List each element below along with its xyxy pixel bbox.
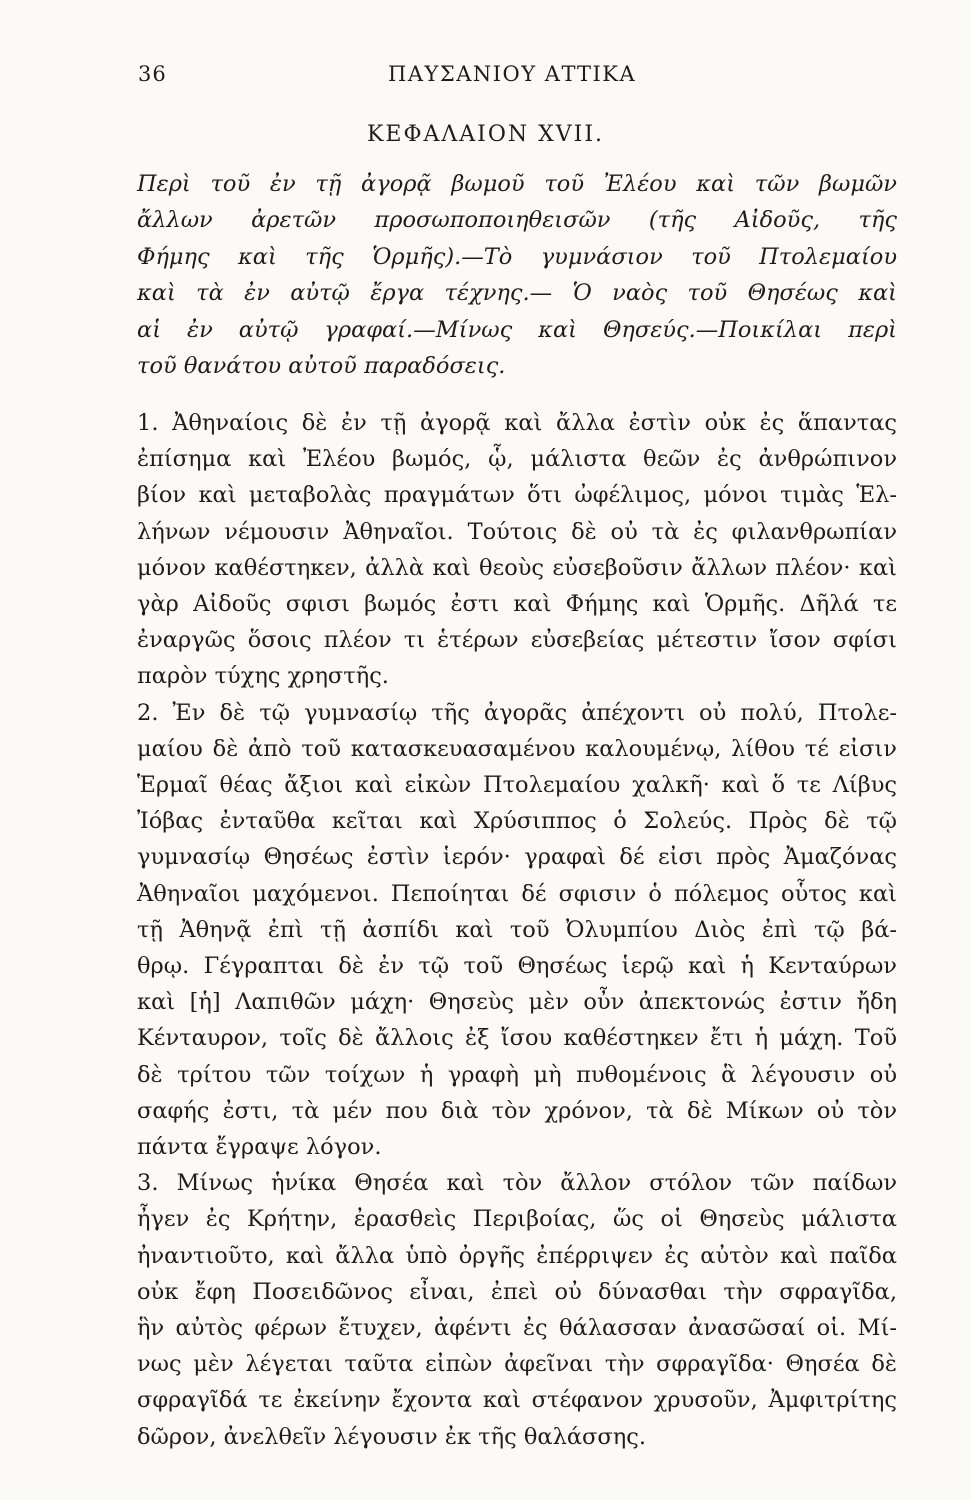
text-line: Κένταυρον, τοῖς δὲ ἄλλοις ἐξ ἴσου καθέστηκεν ἔτι ἡ μάχη. Τοῦ [137,1025,897,1052]
summary-line: αἱ ἐν αὐτῷ γραφαί.—Μίνως καὶ Θησεύς.—Ποικίλαι περὶ [137,316,897,343]
text-line: παρὸν τύχης χρηστῆς. [137,663,389,690]
running-head: ΠΑΥΣΑΝΙΟΥ ΑΤΤΙΚΑ [388,62,637,86]
text-line: Ἀθηναῖοι μαχόμενοι. Πεποίηται δέ σφισιν ὁ πόλεμος οὗτος καὶ [137,880,897,907]
summary-line: τοῦ θανάτου αὐτοῦ παραδόσεις. [137,353,506,380]
chapter-summary [137,166,897,384]
text-line: σαφής ἐστι, τὰ μέν που διὰ τὸν χρόνον, τὰ δὲ Μίκων οὐ τὸν [137,1097,897,1124]
chapter-title: ΚΕΦΑΛΑΙΟΝ XVII. [366,122,605,147]
text-line: νως μὲν λέγεται ταῦτα εἰπὼν ἀφεῖναι τὴν σφραγῖδα· Θησέα δὲ [137,1351,897,1378]
text-line: τῇ Ἀθηνᾷ ἐπὶ τῇ ἀσπίδι καὶ τοῦ Ὀλυμπίου Διὸς ἐπὶ τῷ βά- [137,916,897,943]
summary-line: ἄλλων ἀρετῶν προσωποποιηθεισῶν (τῆς Αἰδοῦς, τῆς [137,207,897,234]
page-number: 36 [138,62,167,86]
text-line: μόνον καθέστηκεν, ἀλλὰ καὶ θεοὺς εὐσεβοῦσιν ἄλλων πλέον· καὶ [137,554,897,581]
summary-line: καὶ τὰ ἐν αὐτῷ ἔργα τέχνης.— Ὁ ναὸς τοῦ Θησέως καὶ [137,280,897,307]
text-line: δῶρον, ἀνελθεῖν λέγουσιν ἐκ τῆς θαλάσσης. [137,1423,647,1450]
text-line: ἣν αὐτὸς φέρων ἔτυχεν, ἀφέντι ἐς θάλασσαν ἀνασῶσαί οἱ. Μί- [137,1315,897,1342]
text-line: Ἰόβας ἐνταῦθα κεῖται καὶ Χρύσιππος ὁ Σολεύς. Πρὸς δὲ τῷ [137,808,897,835]
text-line: γὰρ Αἰδοῦς σφισι βωμός ἐστι καὶ Φήμης καὶ Ὁρμῆς. Δῆλά τε [137,591,897,618]
summary-line: Περὶ τοῦ ἐν τῇ ἀγορᾷ βωμοῦ τοῦ Ἐλέου καὶ τῶν βωμῶν [137,171,897,197]
text-line: Ἑρμαῖ θέας ἄξιοι καὶ εἰκὼν Πτολεμαίου χαλκῆ· καὶ ὅ τε Λίβυς [137,772,897,799]
text-line: ἐναργῶς ὅσοις πλέον τι ἑτέρων εὐσεβείας μέτεστιν ἴσον σφίσι [137,627,897,654]
text-line: 3. Μίνως ἡνίκα Θησέα καὶ τὸν ἄλλον στόλον τῶν παίδων [137,1170,897,1197]
text-line: ἦγεν ἐς Κρήτην, ἐρασθεὶς Περιβοίας, ὥς οἱ Θησεὺς μάλιστα [137,1206,897,1233]
text-line: βίον καὶ μεταβολὰς πραγμάτων ὅτι ὠφέλιμος, μόνοι τιμὰς Ἑλ- [137,482,897,509]
text-line: 2. Ἐν δὲ τῷ γυμνασίῳ τῆς ἀγορᾶς ἀπέχοντι οὐ πολύ, Πτολε- [137,699,897,726]
text-line: οὐκ ἔφη Ποσειδῶνος εἶναι, ἐπεὶ οὐ δύνασθαι τὴν σφραγῖδα, [137,1278,897,1305]
text-line: δὲ τρίτου τῶν τοίχων ἡ γραφὴ μὴ πυθομένοις ἃ λέγουσιν οὐ [137,1061,897,1088]
text-line: θρῳ. Γέγραπται δὲ ἐν τῷ τοῦ Θησέως ἱερῷ καὶ ἡ Κενταύρων [137,953,897,980]
body-text [137,405,897,1455]
text-line: ἠναντιοῦτο, καὶ ἄλλα ὑπὸ ὀργῆς ἐπέρριψεν ἐς αὐτὸν καὶ παῖδα [137,1242,897,1269]
text-line: 1. Ἀθηναίοις δὲ ἐν τῇ ἀγορᾷ καὶ ἄλλα ἐστὶν οὐκ ἐς ἅπαντας [137,410,897,436]
text-line: σφραγῖδά τε ἐκείνην ἔχοντα καὶ στέφανον χρυσοῦν, Ἀμφιτρίτης [137,1387,897,1414]
text-line: πάντα ἔγραψε λόγον. [137,1134,382,1161]
text-line: λήνων νέμουσιν Ἀθηναῖοι. Τούτοις δὲ οὐ τὰ ἐς φιλανθρωπίαν [137,518,897,545]
summary-line: Φήμης καὶ τῆς Ὁρμῆς).—Τὸ γυμνάσιον τοῦ Πτολεμαίου [137,243,897,270]
text-line: ἐπίσημα καὶ Ἐλέου βωμός, ᾧ, μάλιστα θεῶν ἐς ἀνθρώπινον [137,446,897,473]
text-line: μαίου δὲ ἀπὸ τοῦ κατασκευασαμένου καλουμένῳ, λίθου τέ εἰσιν [137,735,897,762]
text-line: γυμνασίῳ Θησέως ἐστὶν ἱερόν· γραφαὶ δέ εἰσι πρὸς Ἀμαζόνας [137,844,897,871]
text-line: καὶ [ἡ] Λαπιθῶν μάχη· Θησεὺς μὲν οὖν ἀπεκτονώς ἐστιν ἤδη [137,989,897,1016]
